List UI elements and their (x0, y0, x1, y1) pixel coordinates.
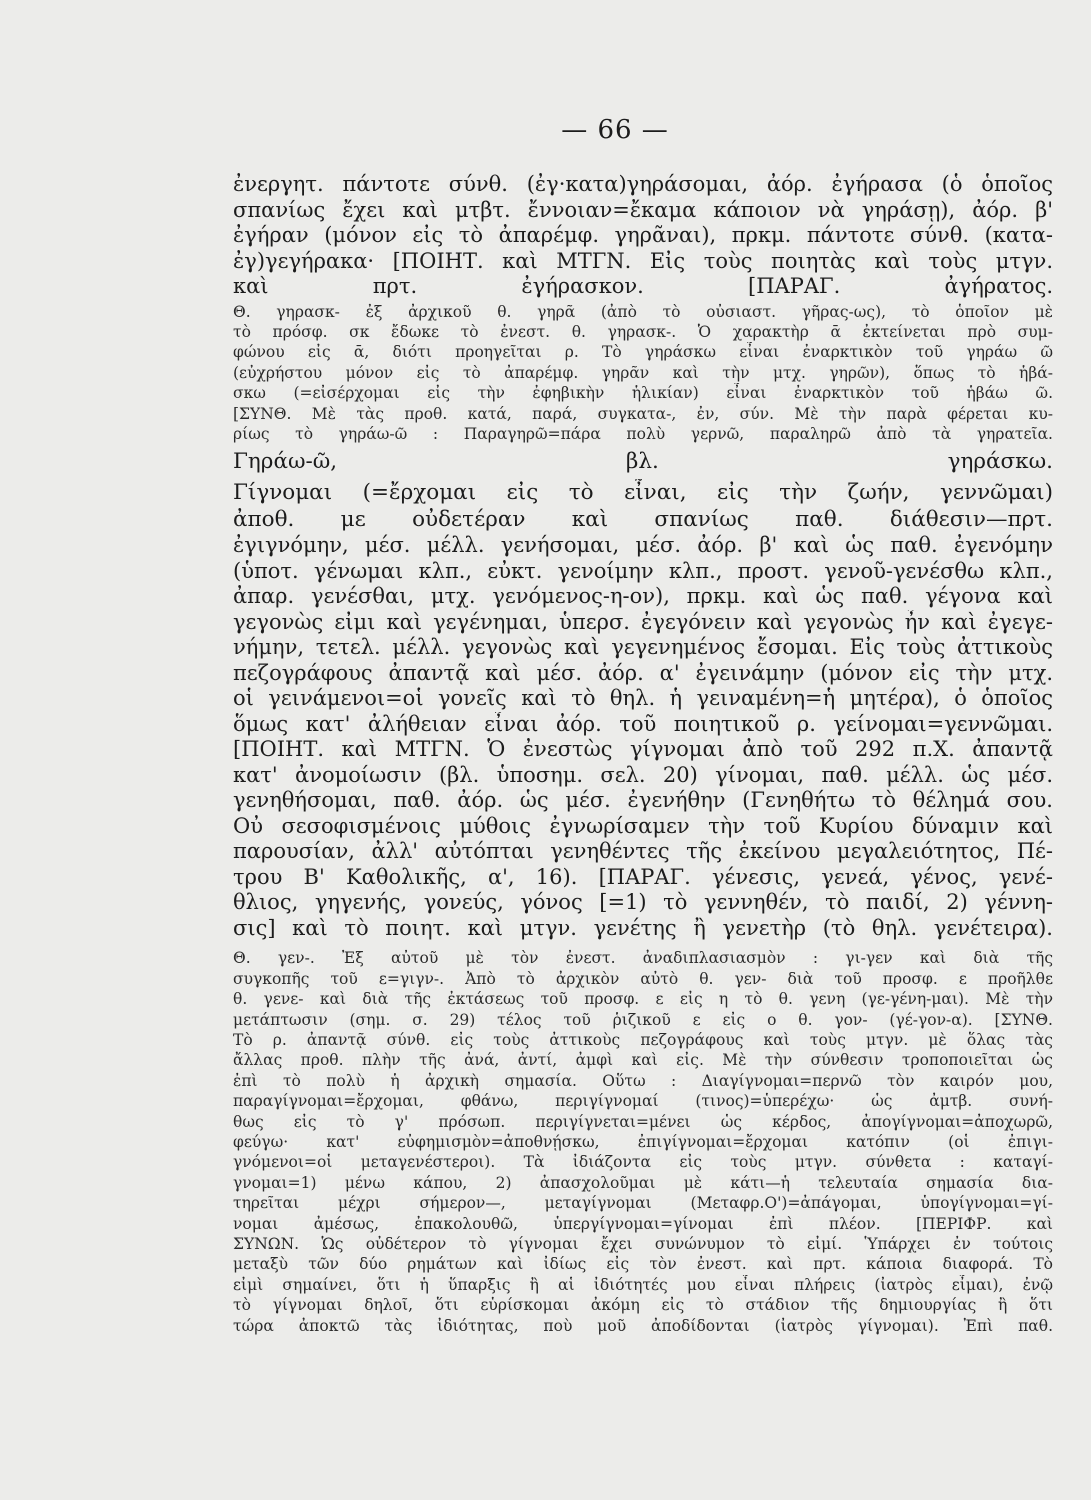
text-line: νήμην, τετελ. μέλλ. γεγονὼς καὶ γεγενημένος ἔσομαι. Εἰς τοὺς ἀττικοὺς (233, 635, 1053, 660)
text-line: γενηθήσομαι, παθ. ἀόρ. ὡς μέσ. ἐγενήθην (Γενηθήτω τὸ θέλημά σου. (233, 788, 1053, 813)
text-line: ἐγήραν (μόνον εἰς τὸ ἀπαρέμφ. γηρᾶναι), πρκμ. πάντοτε σύνθ. (κατα- (233, 223, 1053, 247)
text-line: φώνου εἰς ᾱ, διότι προηγεῖται ρ. Τὸ γηράσκω εἶναι ἐναρκτικὸν τοῦ γηράω ῶ (233, 343, 1053, 362)
text-line: τρου Β' Καθολικῆς, α', 16). [ΠΑΡΑΓ. γένεσις, γενεά, γένος, γενέ- (233, 864, 1053, 889)
text-line: Τὸ ρ. ἀπαντᾷ σύνθ. εἰς τοὺς ἀττικοὺς πεζογράφους καὶ τοὺς μτγν. μὲ ὅλας τὰς (233, 1030, 1053, 1049)
text-line: (ὑποτ. γένωμαι κλπ., εὐκτ. γενοίμην κλπ., προστ. γενοῦ-γενέσθω κλπ., (233, 558, 1053, 583)
text-line: τηρεῖται μέχρι σήμερον—, μεταγίγνομαι (Μεταφρ.Ο')=ἀπάγομαι, ὑπογίγνομαι=γί- (233, 1194, 1053, 1213)
text-line: γεγονὼς εἰμι καὶ γεγένημαι, ὑπερσ. ἐγεγόνειν καὶ γεγονὼς ἦν καὶ ἐγεγε- (233, 609, 1053, 634)
text-line: θως εἰς τὸ γ' πρόσωπ. περιγίγνεται=μένει ὡς κέρδος, ἀπογίγνομαι=ἀποχωρῶ, (233, 1112, 1053, 1131)
text-line: ἐγιγνόμην, μέσ. μέλλ. γενήσομαι, μέσ. ἀόρ. β' καὶ ὡς παθ. ἐγενόμην (233, 533, 1053, 558)
headword-gignomai (233, 479, 1053, 533)
text-line: σκω (=εἰσέρχομαι εἰς τὴν ἐφηβικὴν ἡλικίαν) εἶναι ἐναρκτικὸν τοῦ ἡβάω ῶ. (233, 384, 1053, 403)
text-line: σις] καὶ τὸ ποιητ. καὶ μτγν. γενέτης ἢ γενετὴρ (τὸ θηλ. γενέτειρα). (233, 915, 1053, 940)
page-number: — 66 — (561, 115, 669, 145)
text-line: Οὐ σεσοφισμένοις μύθοις ἐγνωρίσαμεν τὴν τοῦ Κυρίου δύναμιν καὶ (233, 813, 1053, 838)
etymology-note-gerasko (233, 302, 1053, 445)
text-line: ἐγ)γεγήρακα· [ΠΟΙΗΤ. καὶ ΜΤΓΝ. Εἰς τοὺς ποιητὰς καὶ τοὺς μτγν. (233, 248, 1053, 273)
entry-gignomai-body (233, 533, 1053, 941)
text-line: εἰμὶ σημαίνει, ὅτι ἡ ὕπαρξις ἢ αἱ ἰδιότητές μου εἶναι πλήρεις (ἰατρὸς εἶμαι), ἐνῷ (233, 1275, 1053, 1294)
dictionary-text (233, 172, 1053, 1336)
text-line: ἐνεργητ. πάντοτε σύνθ. (ἐγ·κατα)γηράσομαι, ἀόρ. ἐγήρασα (ὁ ὁποῖος (233, 172, 1053, 196)
text-line: Θ. γεν-. Ἐξ αὐτοῦ μὲ τὸν ἐνεστ. ἀναδιπλασιασμὸν : γι-γεν καὶ διὰ τῆς (233, 949, 1053, 968)
text-line: γνόμενοι=οἱ μεταγενέστεροι). Τὰ ἰδιάζοντα εἰς τοὺς μτγν. σύνθετα : καταγί- (233, 1153, 1053, 1172)
text-line: παρουσίαν, ἀλλ' αὐτόπται γενηθέντες τῆς ἐκείνου μεγαλειότητος, Πέ- (233, 839, 1053, 864)
entry-continuation (233, 172, 1053, 300)
text-line: τὸ πρόσφ. σκ ἔδωκε τὸ ἐνεστ. θ. γηρασκ-. Ὁ χαρακτὴρ ᾱ ἐκτείνεται πρὸ συμ- (233, 322, 1053, 341)
etymology-note-gignomai (233, 948, 1053, 1336)
text-line: (εὐχρήστου μόνον εἰς τὸ ἀπαρέμφ. γηρᾶν καὶ τὴν μτχ. γηρῶν), ὅπως τὸ ἡβά- (233, 363, 1053, 382)
text-line: ἐπὶ τὸ πολὺ ἡ ἀρχικὴ σημασία. Οὕτω : Διαγίγνομαι=περνῶ τὸν καιρόν μου, (233, 1071, 1053, 1090)
text-line: κατ' ἀνομοίωσιν (βλ. ὑποσημ. σελ. 20) γίνομαι, παθ. μέλλ. ὡς μέσ. (233, 762, 1053, 787)
text-line: συγκοπῆς τοῦ ε=γιγν-. Ἀπὸ τὸ ἀρχικὸν αὐτὸ θ. γεν- διὰ τοῦ προσφ. ε προῆλθε (233, 969, 1053, 988)
text-line: ἄλλας προθ. πλὴν τῆς ἀνά, ἀντί, ἀμφὶ καὶ εἰς. Μὲ τὴν σύνθεσιν τροποποιεῖται ὡς (233, 1051, 1053, 1070)
text-line: πεζογράφους ἀπαντᾷ καὶ μέσ. ἀόρ. α' ἐγεινάμην (μόνον εἰς τὴν μτχ. (233, 660, 1053, 685)
text-line: ὅμως κατ' ἀλήθειαν εἶναι ἀόρ. τοῦ ποιητικοῦ ρ. γείνομαι=γεννῶμαι. (233, 711, 1053, 736)
text-line: ἀποθ. με οὐδετέραν καὶ σπανίως παθ. διάθεσιν—πρτ. (233, 507, 1053, 533)
text-line: μεταξὺ τῶν δύο ρημάτων καὶ ἰδίως εἰς τὸν ἐνεστ. καὶ πρτ. κάποια διαφορά. Τὸ (233, 1255, 1053, 1274)
text-line: φεύγω· κατ' εὐφημισμὸν=ἀποθνῄσκω, ἐπιγίγνομαι=ἔρχομαι κατόπιν (οἱ ἐπιγι- (233, 1133, 1053, 1151)
text-line: θ. γενε- καὶ διὰ τῆς ἐκτάσεως τοῦ προσφ. ε εἰς η τὸ θ. γενη (γε-γένη-μαι). Μὲ τὴν (233, 990, 1053, 1009)
text-line: καὶ πρτ. ἐγήρασκον. [ΠΑΡΑΓ. ἀγήρατος. (233, 274, 1053, 298)
text-line: ρίως τὸ γηράω-ῶ : Παραγηρῶ=πάρα πολὺ γερνῶ, παραληρῶ ἀπὸ τὰ γηρατεῖα. (233, 424, 1053, 443)
headword-gerao (233, 448, 1053, 475)
text-line: θλιος, γηγενής, γονεύς, γόνος [=1) τὸ γεννηθέν, τὸ παιδί, 2) γέννη- (233, 890, 1053, 915)
text-line: [ΣΥΝΘ. Μὲ τὰς προθ. κατά, παρά, συγκατα-, ἐν, σύν. Μὲ τὴν παρὰ φέρεται κυ- (233, 404, 1053, 423)
text-line: γνομαι=1) μένω κάπου, 2) ἀπασχολοῦμαι μὲ κάτι—ἡ τελευταία σημασία δια- (233, 1173, 1053, 1192)
text-line: Γίγνομαι (=ἔρχομαι εἰς τὸ εἶναι, εἰς τὴν ζωήν, γεννῶμαι) (233, 480, 1053, 506)
text-line: [ΠΟΙΗΤ. καὶ ΜΤΓΝ. Ὁ ἐνεστὼς γίγνομαι ἀπὸ τοῦ 292 π.Χ. ἀπαντᾷ (233, 737, 1053, 762)
text-line: τὸ γίγνομαι δηλοῖ, ὅτι εὑρίσκομαι ἀκόμη εἰς τὸ στάδιον τῆς δημιουργίας ἢ ὅτι (233, 1296, 1053, 1315)
text-line: ἀπαρ. γενέσθαι, μτχ. γενόμενος-η-ον), πρκμ. καὶ ὡς παθ. γέγονα καὶ (233, 584, 1053, 609)
text-line: σπανίως ἔχει καὶ μτβτ. ἔννοιαν=ἔκαμα κάποιον νὰ γηράσῃ), ἀόρ. β' (233, 197, 1053, 222)
text-line: ΣΥΝΩΝ. Ὡς οὐδέτερον τὸ γίγνομαι ἔχει συνώνυμον τὸ εἰμί. Ὑπάρχει ἐν τούτοις (233, 1235, 1053, 1254)
text-line: νομαι ἀμέσως, ἐπακολουθῶ, ὑπεργίγνομαι=γίνομαι ἐπὶ πλέον. [ΠΕΡΙΦΡ. καὶ (233, 1214, 1053, 1233)
text-line: τώρα ἀποκτῶ τὰς ἰδιότητας, ποὺ μοῦ ἀποδίδονται (ἰατρὸς γίγνομαι). Ἐπὶ παθ. (233, 1316, 1053, 1335)
text-line: παραγίγνομαι=ἔρχομαι, φθάνω, περιγίγνομαί (τινος)=ὑπερέχω· ὡς ἀμτβ. συνή- (233, 1092, 1053, 1111)
text-line: Θ. γηρασκ- ἐξ ἀρχικοῦ θ. γηρᾶ (ἀπὸ τὸ οὐσιαστ. γῆρας-ως), τὸ ὁποῖον μὲ (233, 302, 1053, 321)
text-line: οἱ γεινάμενοι=οἱ γονεῖς καὶ τὸ θηλ. ἡ γειναμένη=ἡ μητέρα), ὁ ὁποῖος (233, 686, 1053, 711)
text-line: μετάπτωσιν (σημ. σ. 29) τέλος τοῦ ῥιζικοῦ ε εἰς ο θ. γον- (γέ-γον-α). [ΣΥΝΘ. (233, 1010, 1053, 1029)
headword-line: Γηράω-ῶ, βλ. γηράσκω. (233, 449, 1053, 475)
